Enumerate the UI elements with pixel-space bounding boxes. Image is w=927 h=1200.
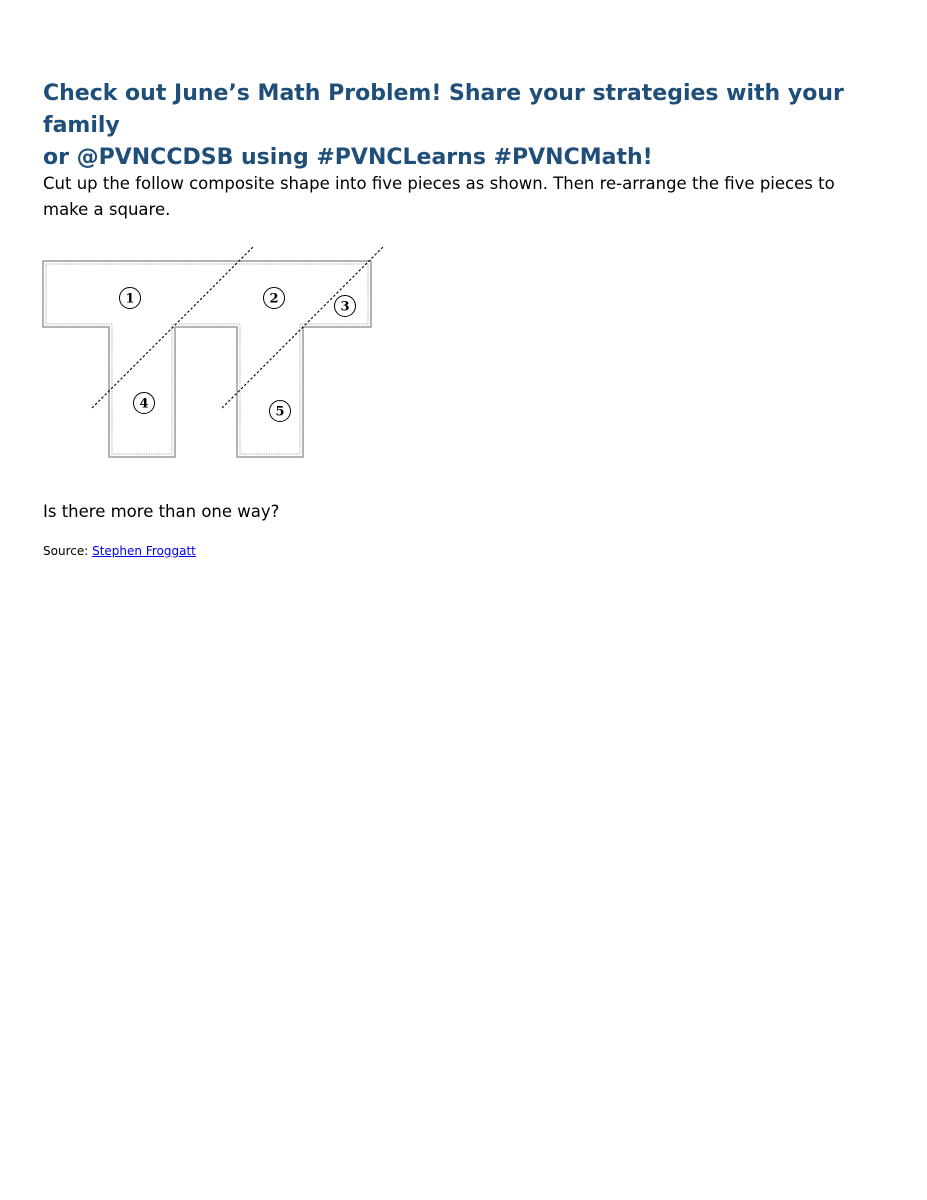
shape-outline-outer (43, 261, 371, 457)
source-label: Source: (43, 544, 89, 558)
source-line (43, 542, 196, 560)
composite-shape-figure (36, 238, 396, 466)
svg-text:3: 3 (340, 299, 350, 315)
heading-line-1: Check out June’s Math Problem! Share your strategies with your family (43, 81, 844, 138)
piece-label-1 (120, 288, 141, 309)
source-link[interactable]: Stephen Froggatt (92, 544, 196, 558)
heading-line-2: or @PVNCCDSB using #PVNCLearns #PVNCMath! (43, 145, 653, 170)
instructions-line-1: Cut up the follow composite shape into five pieces as shown. Then re-arrange the five pieces to (43, 174, 835, 193)
piece-label-5 (270, 401, 291, 422)
piece-label-4 (134, 393, 155, 414)
svg-text:4: 4 (139, 396, 149, 412)
composite-shape-diagram (36, 238, 396, 466)
svg-text:1: 1 (125, 291, 135, 307)
instructions-line-2: make a square. (43, 200, 171, 219)
piece-label-2 (264, 288, 285, 309)
question-text: Is there more than one way? (43, 502, 280, 521)
piece-label-3 (335, 296, 356, 317)
svg-text:5: 5 (275, 404, 285, 420)
instructions-text (43, 171, 903, 223)
page-heading (43, 78, 903, 174)
svg-text:2: 2 (269, 291, 279, 307)
